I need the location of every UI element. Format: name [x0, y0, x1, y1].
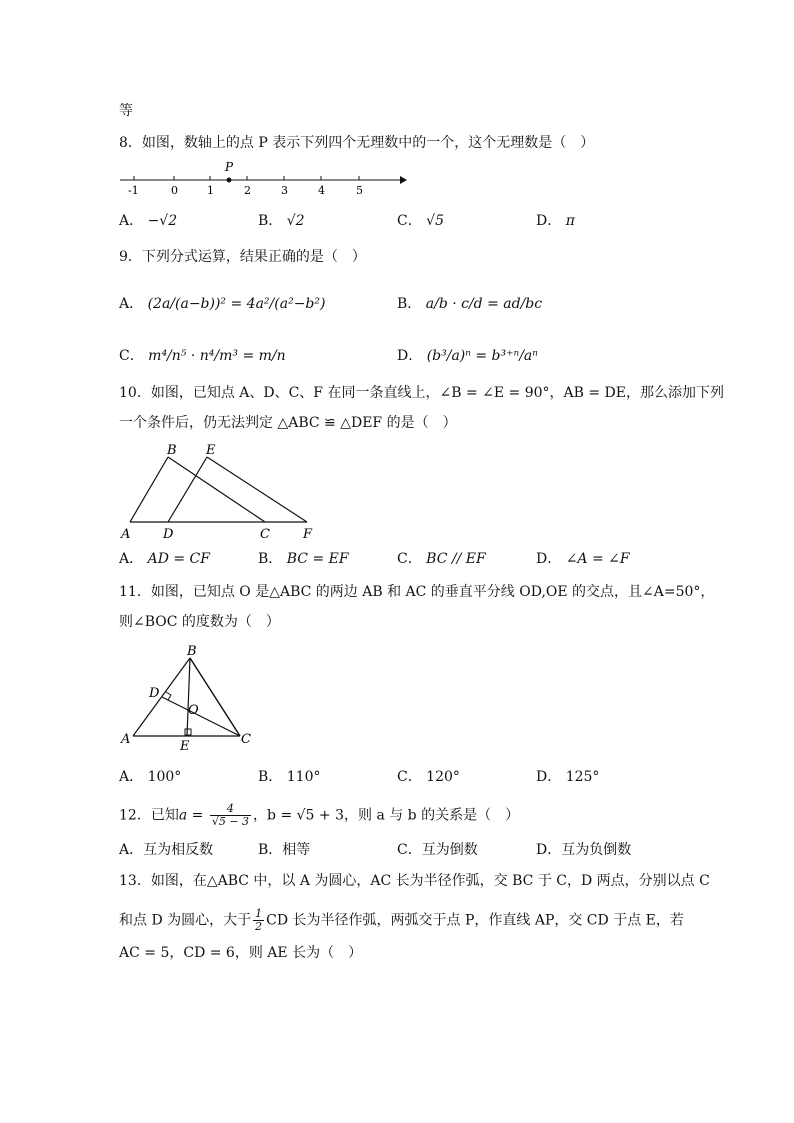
label-a: A	[121, 732, 131, 747]
q10-stem-line1: 10．如图，已知点 A、D、C、F 在同一条直线上，∠B = ∠E = 90°，AB = DE，那么添加下列	[119, 385, 724, 401]
tick-label: 3	[281, 184, 288, 197]
q11-stem-line1: 11．如图，已知点 O 是△ABC 的两边 AB 和 AC 的垂直平分线 OD,OE 的交点，且∠A=50°，	[119, 584, 715, 600]
q8-number-line	[115, 158, 410, 198]
q9-option-c[interactable]: C． m⁴/n⁵ · n⁴/m³ = m/n	[119, 348, 286, 364]
q10-option-c[interactable]: C． BC // EF	[397, 551, 486, 567]
q12-option-c[interactable]: C．互为倒数	[397, 842, 478, 858]
q8-option-b[interactable]: B． √2	[258, 213, 305, 229]
label-f: F	[303, 527, 313, 542]
q11-option-c[interactable]: C． 120°	[397, 769, 460, 785]
q12-option-a[interactable]: A．互为相反数	[119, 842, 214, 858]
label-b: B	[167, 443, 177, 458]
label-c: C	[260, 527, 270, 542]
label-c: C	[241, 732, 251, 747]
q13-line3: AC = 5，CD = 6，则 AE 长为（ ）	[119, 945, 363, 961]
tick-label: 2	[244, 184, 251, 197]
q11-stem-line2: 则∠BOC 的度数为（ ）	[119, 614, 280, 630]
q8-option-d[interactable]: D． π	[536, 213, 575, 229]
q10-option-a[interactable]: A． AD = CF	[119, 551, 210, 567]
tick-label: 0	[171, 184, 178, 197]
q12-fraction: $\frac{4}{√5 - 3}$	[211, 802, 250, 828]
q11-figure	[115, 640, 265, 755]
label-d: D	[149, 686, 160, 701]
q10-option-d[interactable]: D． ∠A = ∠F	[536, 551, 630, 567]
q12-stem: 12．已知a = $\frac{4}{√5 - 3}$ ，b = √5 + 3，则 a 与 b 的关系是（ ）	[119, 802, 520, 828]
q9-stem: 9．下列分式运算，结果正确的是（ ）	[119, 249, 366, 265]
q11-option-d[interactable]: D． 125°	[536, 769, 600, 785]
q8-stem: 8．如图，数轴上的点 P 表示下列四个无理数中的一个，这个无理数是（ ）	[119, 135, 595, 151]
q11-option-a[interactable]: A． 100°	[119, 769, 182, 785]
q10-figure	[115, 440, 325, 545]
q13-fraction: $\frac{1}{2}$	[255, 907, 263, 933]
tick-label: -1	[128, 184, 139, 197]
label-o: O	[188, 703, 199, 718]
q8-option-c[interactable]: C． √5	[397, 213, 444, 229]
q8-option-a[interactable]: A． −√2	[119, 213, 178, 229]
label-d: D	[163, 527, 174, 542]
label-e: E	[206, 443, 216, 458]
q13-line1: 13．如图，在△ABC 中，以 A 为圆心，AC 长为半径作弧，交 BC 于 C，D 两点，分别以点 C	[119, 873, 710, 889]
q13-line2: 和点 D 为圆心，大于 $\frac{1}{2}$ CD 长为半径作弧，两弧交于点 P，作直线 AP，交 CD 于点 E，若	[119, 907, 684, 933]
point-p-label: P	[225, 160, 234, 174]
label-b: B	[187, 644, 197, 659]
continuation-text: 等	[119, 103, 133, 119]
label-e: E	[180, 739, 190, 754]
q10-stem-line2: 一个条件后，仍无法判定 △ABC ≌ △DEF 的是（ ）	[119, 415, 457, 431]
q9-option-d[interactable]: D． (b³/a)ⁿ = b³⁺ⁿ/aⁿ	[397, 348, 538, 364]
q10-option-b[interactable]: B． BC = EF	[258, 551, 349, 567]
q9-option-a[interactable]: A． (2a/(a−b))² = 4a²/(a²−b²)	[119, 296, 326, 312]
point-p-dot	[227, 178, 232, 183]
label-a: A	[121, 527, 131, 542]
q11-option-b[interactable]: B． 110°	[258, 769, 321, 785]
q12-option-b[interactable]: B．相等	[258, 842, 311, 858]
tick-label: 4	[318, 184, 325, 197]
tick-label: 5	[356, 184, 363, 197]
q12-option-d[interactable]: D．互为负倒数	[536, 842, 632, 858]
q9-option-b[interactable]: B． a/b · c/d = ad/bc	[397, 296, 543, 312]
tick-label: 1	[207, 184, 214, 197]
